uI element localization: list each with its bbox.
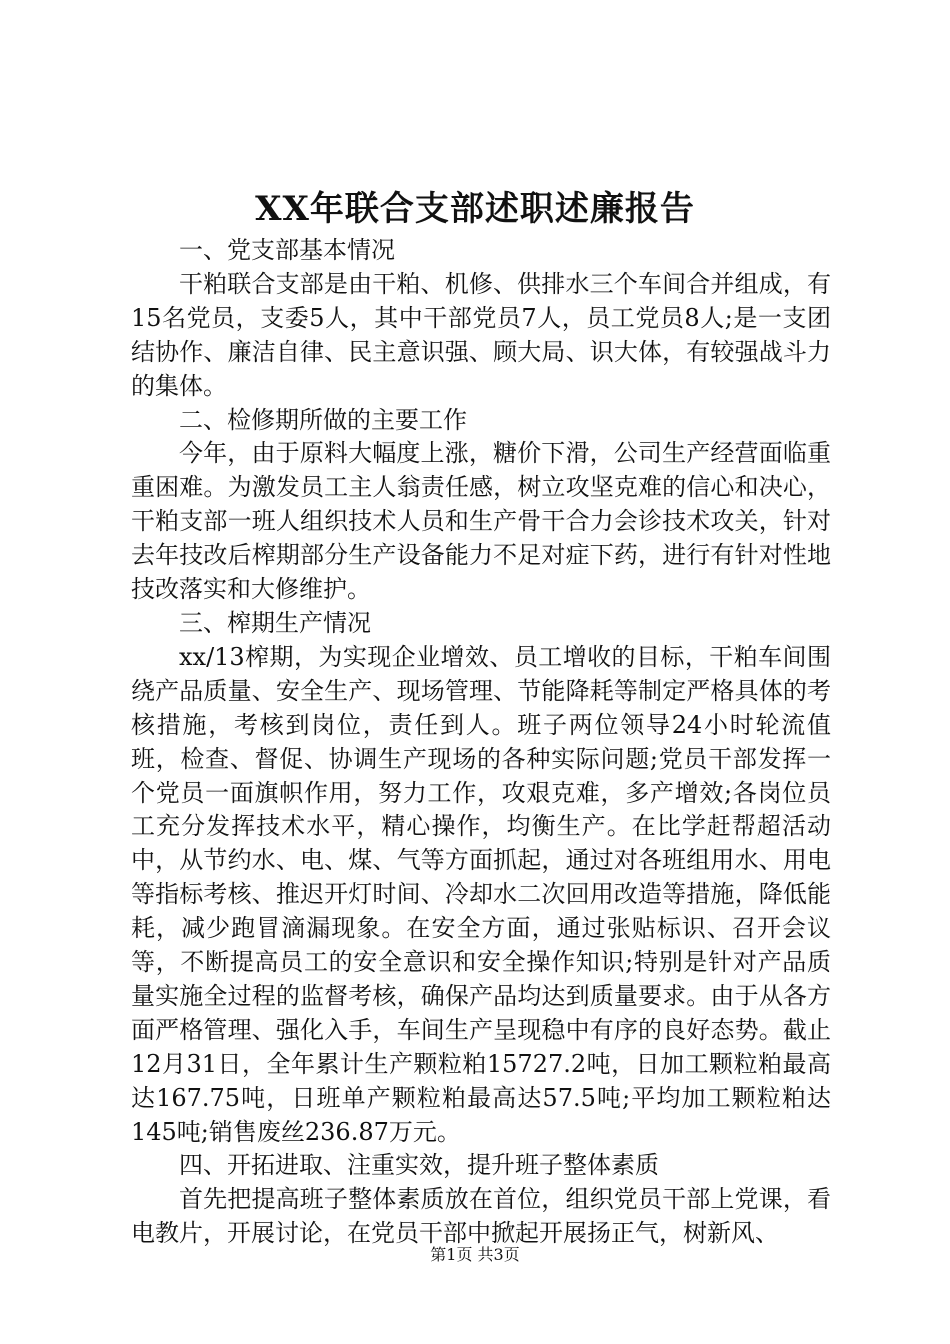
document-body bbox=[131, 234, 831, 1251]
section-heading-1: 一、党支部基本情况 bbox=[179, 236, 395, 264]
paragraph-3: xx/13榨期，为实现企业增效、员工增收的目标，干粕车间围绕产品质量、安全生产、现场管理、节能降耗等制定严格具体的考核措施，考核到岗位，责任到人。班子两位领导24小时轮流值班，检查、督促、协调生产现场的各种实际问题;党员干部发挥一个党员一面旗帜作用，努力工作，攻艰克难，多产增效;各岗位员工充分发挥技术水平，精心操作，均衡生产。在比学赶帮超活动中，从节约水、电、煤、气等方面抓起，通过对各班组用水、用电等指标考核、推迟开灯时间、冷却水二次回用改造等措施，降低能耗，减少跑冒滴漏现象。在安全方面，通过张贴标识、召开会议等，不断提高员工的安全意识和安全操作知识;特别是针对产品质量实施全过程的监督考核，确保产品均达到质量要求。由于从各方面严格管理、强化入手，车间生产呈现稳中有序的良好态势。截止12月31日，全年累计生产颗粒粕15727.2吨，日加工颗粒粕最高达167.75吨，日班单产颗粒粕最高达57.5吨;平均加工颗粒粕达145吨;销售废丝236.87万元。 bbox=[131, 642, 831, 1146]
paragraph-4: 首先把提高班子整体素质放在首位，组织党员干部上党课，看电教片，开展讨论，在党员干部中掀起开展扬正气，树新风、 bbox=[131, 1185, 831, 1248]
section-heading-3: 三、榨期生产情况 bbox=[179, 608, 371, 637]
page-number-footer: 第1页 共3页 bbox=[430, 1245, 520, 1264]
section-heading-2: 二、检修期所做的主要工作 bbox=[179, 405, 467, 434]
section-heading-4: 四、开拓进取、注重实效，提升班子整体素质 bbox=[179, 1151, 659, 1180]
paragraph-1: 干粕联合支部是由干粕、机修、供排水三个车间合并组成，有15名党员，支委5人，其中干部党员7人，员工党员8人;是一支团结协作、廉洁自律、民主意识强、顾大局、识大体，有较强战斗力的集体。 bbox=[131, 269, 831, 400]
document-title: XX年联合支部述职述廉报告 bbox=[255, 189, 695, 229]
paragraph-2: 今年，由于原料大幅度上涨，糖价下滑，公司生产经营面临重重困难。为激发员工主人翁责任感，树立攻坚克难的信心和决心，干粕支部一班人组织技术人员和生产骨干合力会诊技术攻关，针对去年技改后榨期部分生产设备能力不足对症下药，进行有针对性地技改落实和大修维护。 bbox=[131, 439, 831, 604]
